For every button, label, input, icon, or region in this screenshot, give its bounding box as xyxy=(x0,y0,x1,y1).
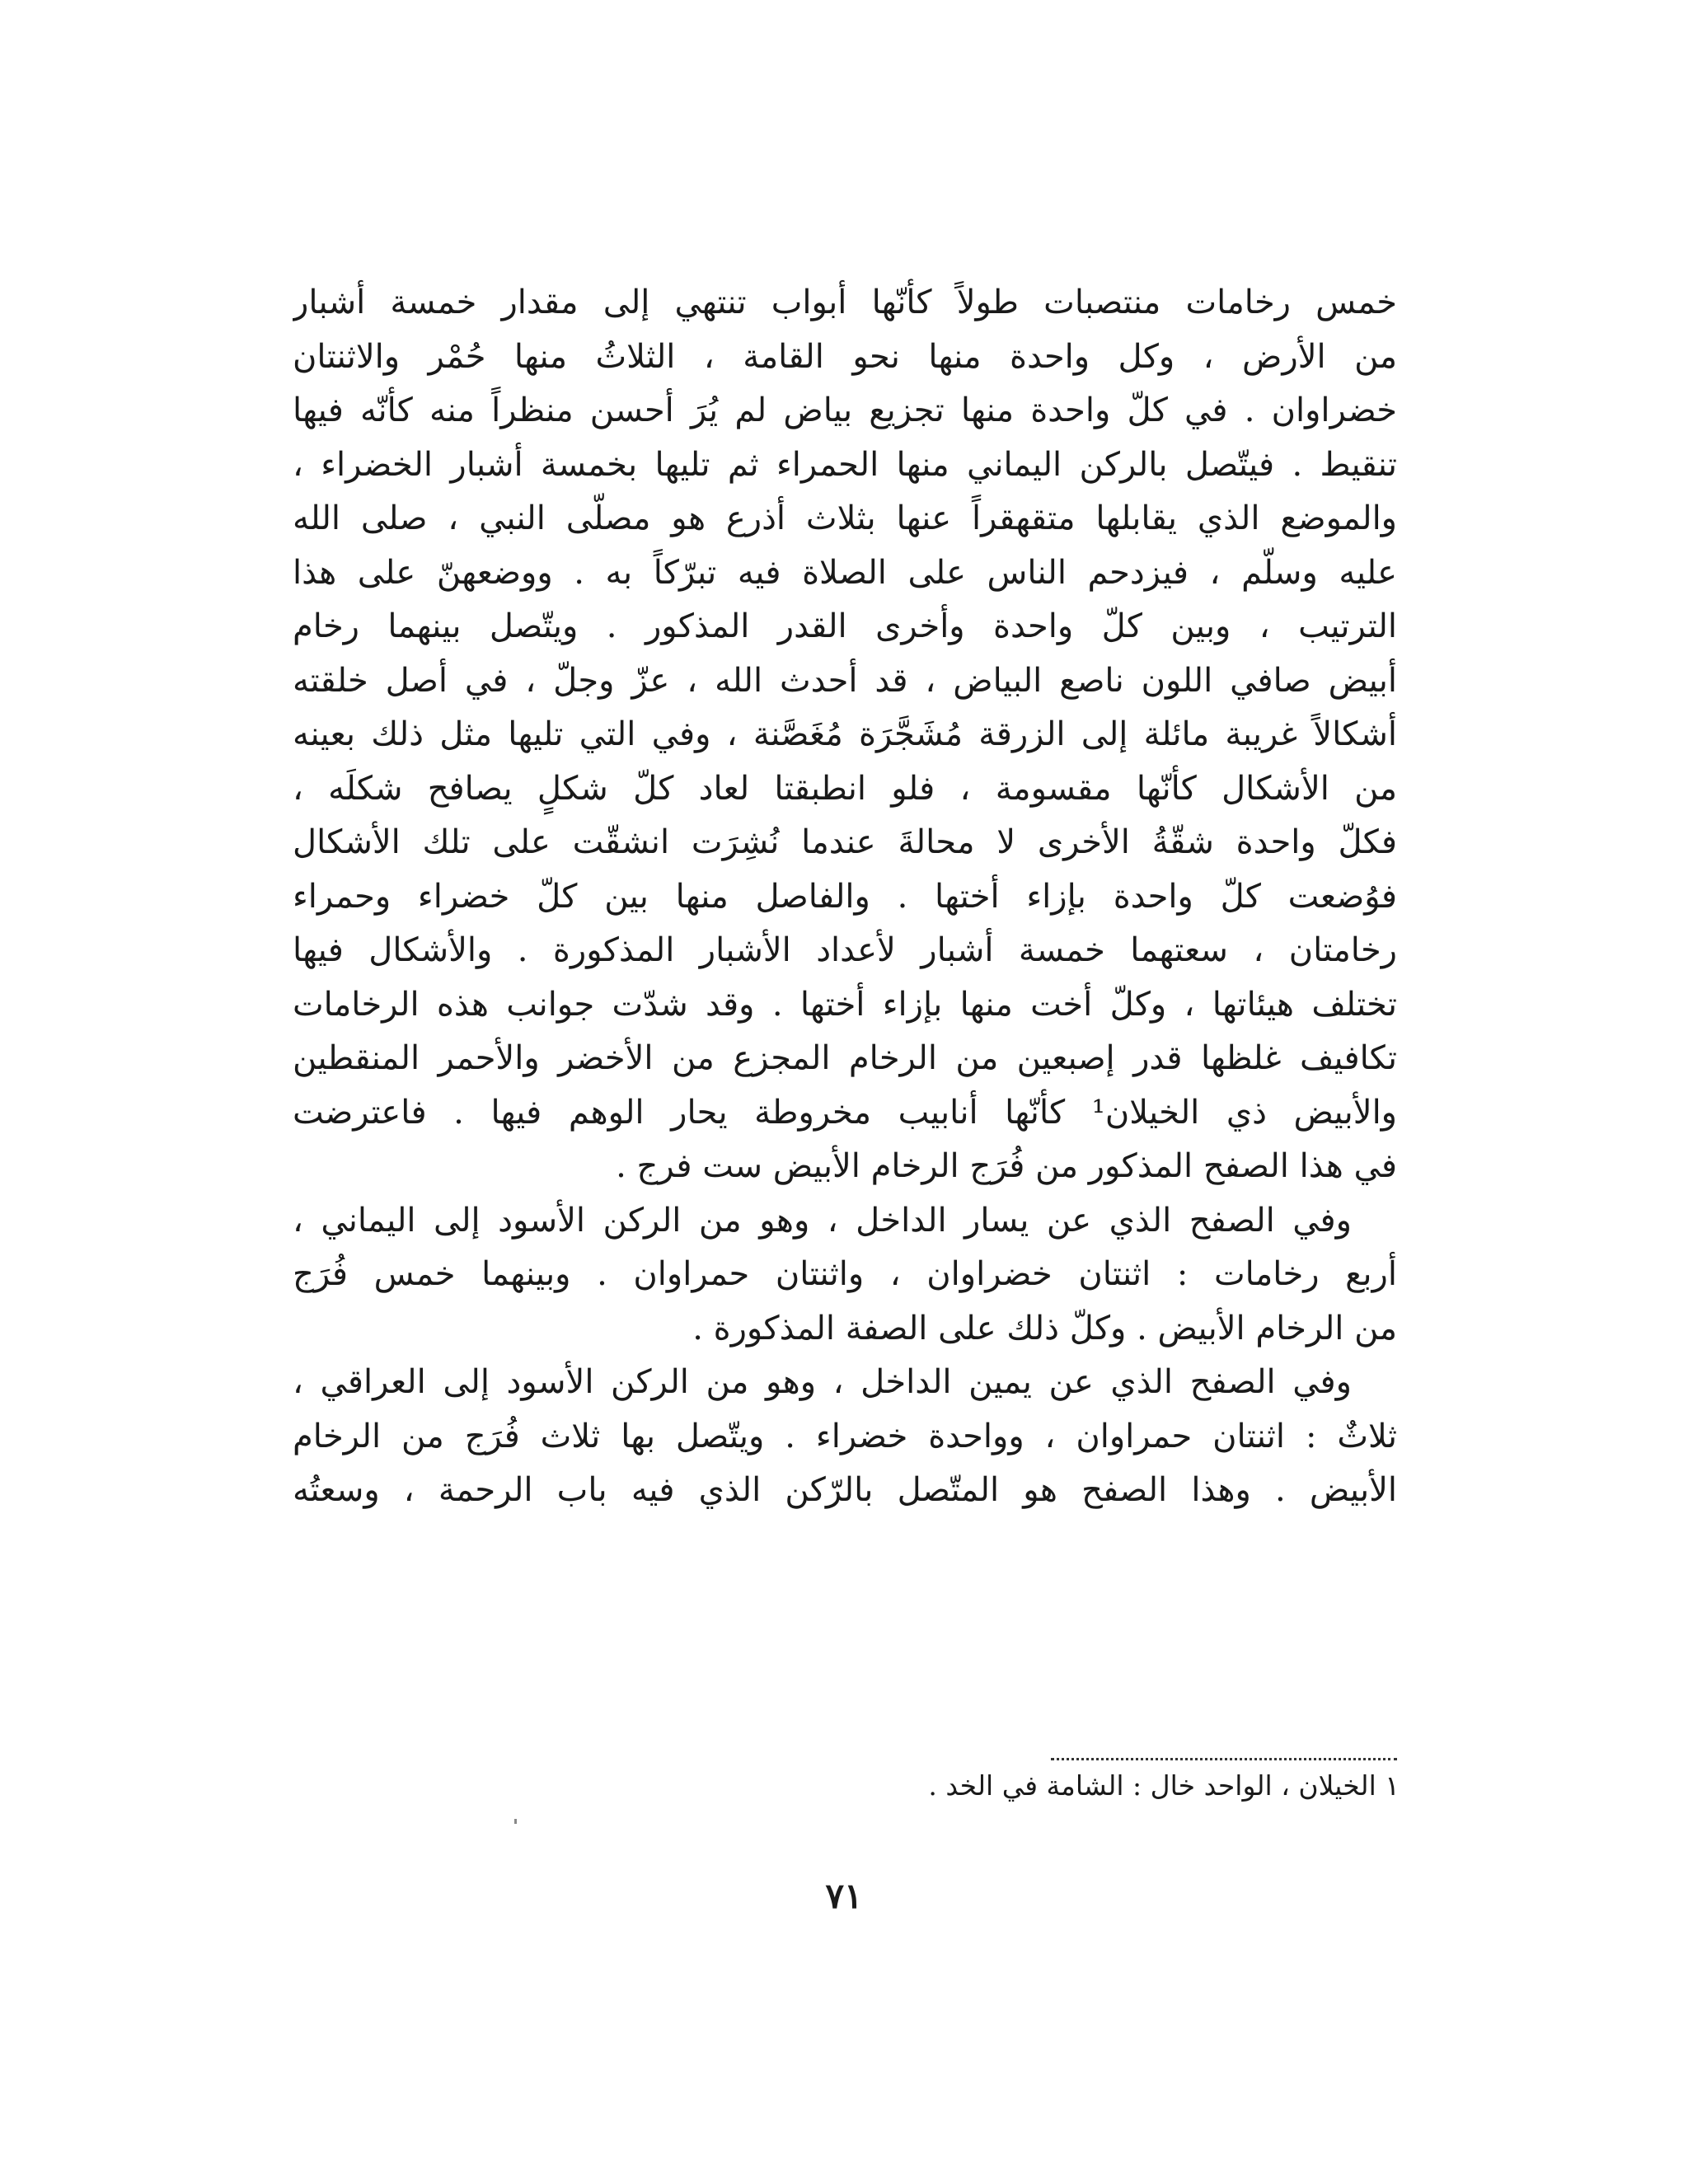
text-line: من الرخام الأبيض . وكلّ ذلك على الصفة المذكورة . xyxy=(692,1309,1397,1347)
text-line: تختلف هيئاتها ، وكلّ أخت منها بإزاء أختها . وقد شدّت جوانب هذه الرخامات xyxy=(293,985,1397,1024)
text-line: وفي الصفح الذي عن يسار الداخل ، وهو من الركن الأسود إلى اليماني ، xyxy=(293,1201,1352,1240)
text-line: عليه وسلّم ، فيزدحم الناس على الصلاة فيه تبرّكاً به . ووضعهنّ على هذا xyxy=(293,553,1397,592)
text-line: في هذا الصفح المذكور من فُرَج الرخام الأبيض ست فرج . xyxy=(616,1147,1397,1185)
paragraph-3 xyxy=(293,1356,1397,1518)
text-line: والأبيض ذي الخيلان¹ كأنّها أنابيب مخروطة يحار الوهم فيها . فاعترضت xyxy=(293,1093,1397,1132)
text-line: خضراوان . في كلّ واحدة منها تجزيع بياض لم يُرَ أحسن منظراً منه كأنّه فيها xyxy=(293,391,1397,429)
text-line: فوُضعت كلّ واحدة بإزاء أختها . والفاصل منها بين كلّ خضراء وحمراء xyxy=(293,877,1397,916)
text-line: أربع رخامات : اثنتان خضراوان ، واثنتان حمراوان . وبينهما خمس فُرَج xyxy=(293,1255,1397,1293)
body-text xyxy=(293,276,1397,1518)
text-line: من الأشكال كأنّها مقسومة ، فلو انطبقتا لعاد كلّ شكلٍ يصافح شكلَه ، xyxy=(293,769,1397,808)
paragraph-2 xyxy=(293,1194,1397,1357)
text-line: أبيض صافي اللون ناصع البياض ، قد أحدث الله ، عزّ وجلّ ، في أصل خلقته xyxy=(293,661,1397,700)
text-line: من الأرض ، وكل واحدة منها نحو القامة ، الثلاثُ منها حُمْر والاثنتان xyxy=(293,337,1397,376)
text-line: تكافيف غلظها قدر إصبعين من الرخام المجزع من الأخضر والأحمر المنقطين xyxy=(293,1039,1397,1077)
text-line: الترتيب ، وبين كلّ واحدة وأخرى القدر المذكور . ويتّصل بينهما رخام xyxy=(293,607,1397,645)
footnote-separator xyxy=(1051,1758,1397,1760)
text-line: رخامتان ، سعتهما خمسة أشبار لأعداد الأشبار المذكورة . والأشكال فيها xyxy=(293,931,1397,969)
scan-speck xyxy=(514,1819,517,1824)
footnote: ١ الخيلان ، الواحد خال : الشامة في الخد . xyxy=(928,1769,1400,1802)
text-line: خمس رخامات منتصبات طولاً كأنّها أبواب تنتهي إلى مقدار خمسة أشبار xyxy=(293,284,1397,321)
text-line: أشكالاً غريبة مائلة إلى الزرقة مُشَجَّرَة مُغَصَّنة ، وفي التي تليها مثل ذلك بعينه xyxy=(293,715,1397,753)
text-line: ثلاثٌ : اثنتان حمراوان ، وواحدة خضراء . ويتّصل بها ثلاث فُرَج من الرخام xyxy=(293,1417,1397,1455)
page-number: ٧١ xyxy=(825,1876,863,1916)
text-line: فكلّ واحدة شقّةُ الأخرى لا محالةَ عندما نُشِرَت انشقّت على تلك الأشكال xyxy=(293,823,1397,861)
text-line: تنقيط . فيتّصل بالركن اليماني منها الحمراء ثم تليها بخمسة أشبار الخضراء ، xyxy=(293,445,1397,484)
text-line: والموضع الذي يقابلها متقهقراً عنها بثلاث أذرع هو مصلّى النبي ، صلى الله xyxy=(293,499,1397,537)
text-line: الأبيض . وهذا الصفح هو المتّصل بالرّكن الذي فيه باب الرحمة ، وسعتُه xyxy=(293,1471,1397,1509)
text-line: وفي الصفح الذي عن يمين الداخل ، وهو من الركن الأسود إلى العراقي ، xyxy=(293,1363,1352,1401)
paragraph-1 xyxy=(293,276,1397,1194)
